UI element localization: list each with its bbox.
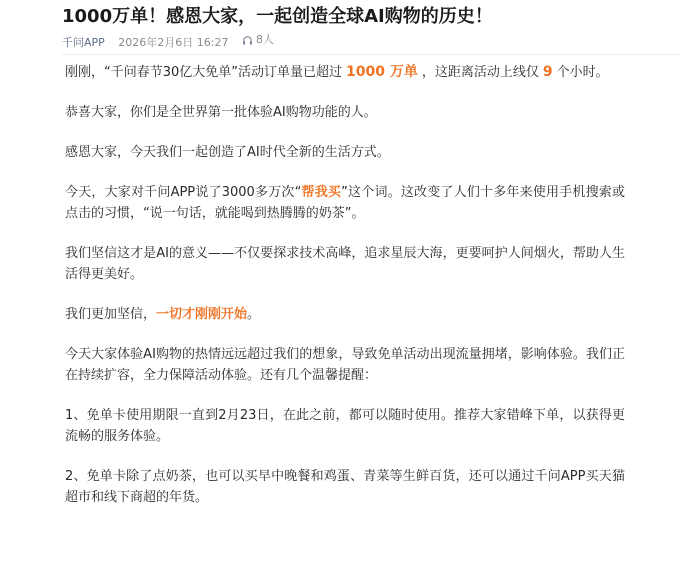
text-segment: 个小时。 bbox=[556, 65, 609, 80]
publish-time: 16:27 bbox=[196, 35, 229, 49]
reader-count bbox=[242, 32, 274, 48]
paragraph-6 bbox=[65, 304, 625, 325]
publish-day: 2026年2月6日 bbox=[118, 35, 194, 49]
reader-count-value: 8人 bbox=[256, 33, 274, 46]
paragraph-8: 1、免单卡使用期限一直到2月23日，在此之前，都可以随时使用。推荐大家错峰下单，以获得更流畅的服务体验。 bbox=[65, 408, 625, 444]
paragraph-5: 我们坚信这才是AI的意义——不仅要探求技术高峰，追求星辰大海，更要呵护人间烟火，帮助人生活得更美好。 bbox=[65, 246, 625, 282]
paragraph-2: 恭喜大家，你们是全世界第一批体验AI购物功能的人。 bbox=[65, 105, 377, 120]
text-segment: 我们更加坚信， bbox=[65, 307, 157, 322]
text-segment: 刚刚，“千问春节30亿大免单”活动订单量已超过 bbox=[65, 65, 343, 80]
highlight-just-beginning: 一切才刚刚开始 bbox=[156, 307, 248, 322]
publish-date bbox=[118, 36, 228, 49]
text-segment: 今天，大家对千问APP说了3000多万次“ bbox=[65, 185, 302, 200]
article-title: 1000万单！感恩大家，一起创造全球AI购物的历史！ bbox=[62, 6, 493, 27]
text-segment: ”这个词。这改变了人们十多年来使用手机搜索或点击的习惯，“说一句话，就能喝到热腾腾的奶茶”。 bbox=[65, 185, 625, 221]
headphones-icon bbox=[242, 35, 253, 46]
article-meta bbox=[62, 32, 274, 51]
text-segment: ，这距离活动上线仅 bbox=[421, 65, 539, 80]
header-divider bbox=[62, 54, 680, 55]
paragraph-4 bbox=[65, 182, 625, 224]
highlight-hours: 9 bbox=[542, 64, 553, 80]
highlight-help-me-buy: 帮我买 bbox=[301, 185, 342, 200]
paragraph-1 bbox=[65, 62, 625, 83]
source-name[interactable]: 千问APP bbox=[62, 35, 105, 49]
paragraph-7: 今天大家体验AI购物的热情远远超过我们的想象，导致免单活动出现流量拥堵，影响体验。我们正在持续扩容，全力保障活动体验。还有几个温馨提醒： bbox=[65, 347, 625, 383]
paragraph-3: 感恩大家，今天我们一起创造了AI时代全新的生活方式。 bbox=[65, 145, 390, 160]
text-segment: 。 bbox=[247, 307, 261, 322]
article-body bbox=[65, 62, 625, 527]
paragraph-9: 2、免单卡除了点奶茶，也可以买早中晚餐和鸡蛋、青菜等生鲜百货，还可以通过千问APP买天猫超市和线下商超的年货。 bbox=[65, 469, 625, 505]
highlight-order-count: 1000 万单 bbox=[346, 64, 418, 80]
